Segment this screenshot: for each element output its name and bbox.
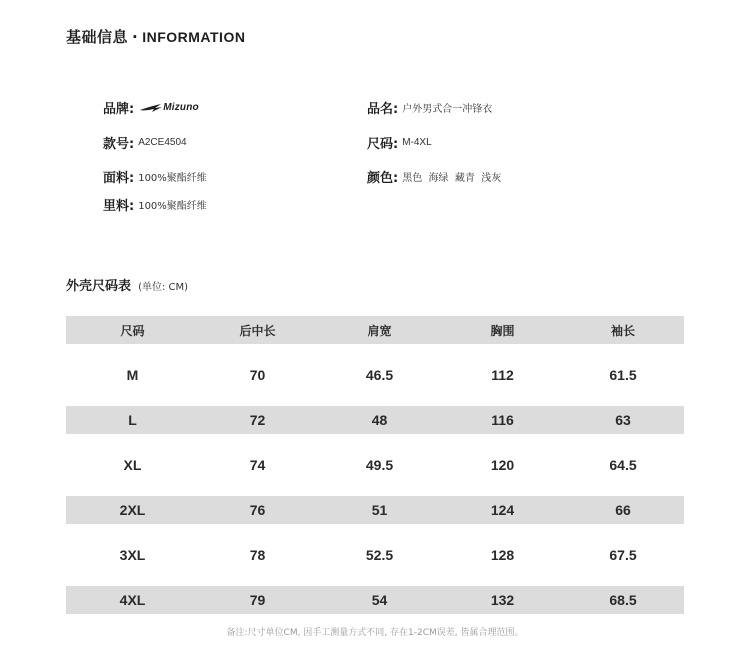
cell-shoulder: 51 — [371, 502, 388, 518]
header-back-length: 后中长 — [239, 323, 276, 338]
cell-chest: 128 — [490, 547, 515, 563]
size-chart-title-text: 外壳尺码表 — [66, 279, 132, 294]
cell-chest: 132 — [490, 592, 515, 608]
page-title — [66, 26, 245, 47]
lining-label: 里料: — [103, 199, 135, 214]
size-chart-title — [66, 275, 188, 294]
cell-sleeve: 64.5 — [609, 457, 637, 473]
table-row — [66, 406, 684, 434]
table-row — [66, 541, 684, 569]
cell-chest: 124 — [490, 502, 515, 518]
cell-shoulder: 52.5 — [365, 547, 394, 563]
cell-size: L — [128, 412, 137, 428]
cell-chest: 120 — [490, 457, 515, 473]
cell-back-length: 70 — [249, 367, 266, 383]
cell-size: M — [126, 367, 139, 383]
brand-label: 品牌: — [103, 102, 135, 117]
cell-sleeve: 67.5 — [609, 547, 637, 563]
lining-row — [103, 195, 207, 214]
cell-back-length: 74 — [249, 457, 266, 473]
table-header-row — [66, 316, 684, 344]
cell-size: 2XL — [119, 502, 146, 518]
table-row — [66, 451, 684, 479]
cell-size: 3XL — [119, 547, 146, 563]
runbird-icon — [140, 103, 162, 113]
product-name-value: 户外男式合一冲锋衣 — [402, 104, 493, 115]
cell-back-length: 76 — [249, 502, 266, 518]
cell-sleeve: 68.5 — [609, 592, 637, 608]
cell-sleeve: 63 — [615, 412, 631, 428]
brand-row — [103, 98, 199, 117]
cell-back-length: 79 — [249, 592, 266, 608]
header-size: 尺码 — [120, 323, 145, 338]
mizuno-logo — [140, 102, 199, 113]
table-row — [66, 496, 684, 524]
brand-wordmark: Mizuno — [163, 102, 199, 113]
header-sleeve: 袖长 — [610, 323, 635, 338]
table-row — [66, 361, 684, 389]
cell-shoulder: 48 — [371, 412, 388, 428]
size-range-value: M-4XL — [402, 137, 432, 148]
title-en: INFORMATION — [142, 29, 246, 45]
table-row — [66, 586, 684, 614]
cell-back-length: 72 — [249, 412, 266, 428]
lining-value: 100%聚酯纤维 — [138, 201, 207, 212]
header-chest: 胸围 — [490, 323, 515, 338]
title-cn: 基础信息 — [66, 28, 129, 46]
style-no-row — [103, 133, 187, 152]
colors-value: 黑色 海绿 藏青 浅灰 — [402, 173, 502, 184]
footnote: 备注:尺寸单位CM, 因手工测量方式不同, 存在1-2CM误差, 皆属合理范围。 — [226, 628, 524, 638]
header-shoulder: 肩宽 — [367, 323, 392, 338]
style-no-label: 款号: — [103, 137, 135, 152]
fabric-value: 100%聚酯纤维 — [138, 173, 207, 184]
cell-shoulder: 49.5 — [365, 457, 394, 473]
cell-chest: 116 — [491, 412, 514, 428]
cell-size: XL — [123, 457, 142, 473]
colors-label: 颜色: — [367, 171, 399, 186]
size-range-row — [367, 133, 432, 152]
colors-row — [367, 167, 501, 186]
size-range-label: 尺码: — [367, 137, 399, 152]
product-name-label: 品名: — [367, 102, 399, 117]
cell-sleeve: 66 — [615, 502, 631, 518]
cell-shoulder: 54 — [371, 592, 388, 608]
fabric-label: 面料: — [103, 171, 135, 186]
style-no-value: A2CE4504 — [138, 137, 187, 148]
size-table — [66, 316, 684, 614]
cell-sleeve: 61.5 — [609, 367, 637, 383]
cell-size: 4XL — [119, 592, 146, 608]
fabric-row — [103, 167, 207, 186]
cell-chest: 112 — [491, 367, 514, 383]
product-name-row — [367, 98, 492, 117]
size-chart-unit: (单位: CM) — [138, 282, 189, 293]
cell-shoulder: 46.5 — [365, 367, 394, 383]
title-separator: · — [132, 28, 139, 46]
cell-back-length: 78 — [249, 547, 266, 563]
